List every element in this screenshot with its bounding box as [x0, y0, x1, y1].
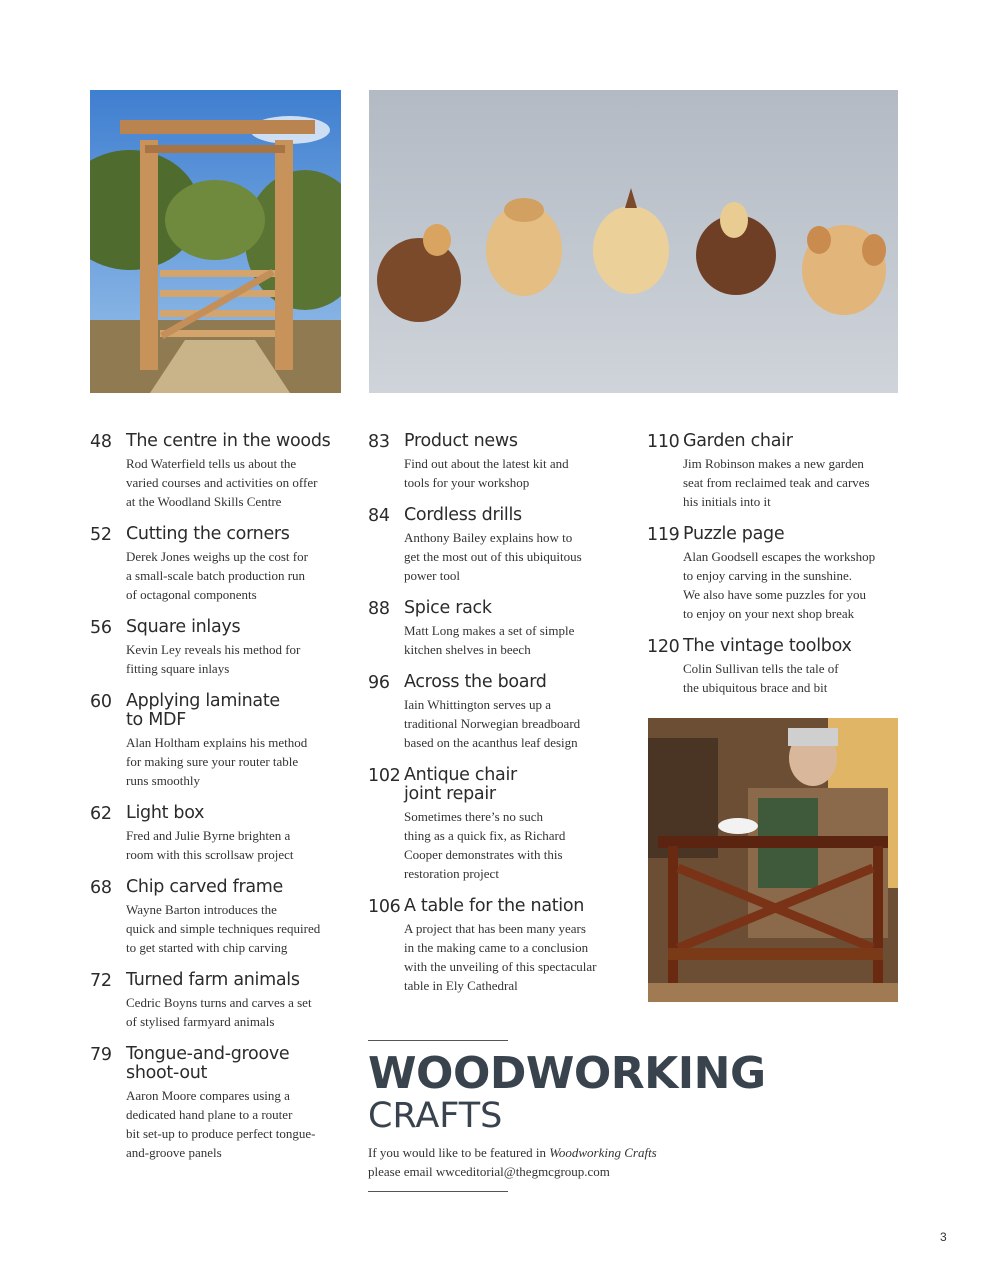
- note-email-line[interactable]: please email wwceditorial@thegmcgroup.com: [368, 1164, 610, 1179]
- contents-column-2: [368, 432, 630, 1009]
- entry-body: [404, 766, 630, 883]
- entry-title: A table for the nation: [404, 896, 585, 916]
- entry-page-number: 110: [647, 432, 680, 452]
- entry-page-number: 52: [90, 525, 112, 545]
- entry-body: [404, 599, 630, 659]
- entry-title: Spice rack: [404, 598, 492, 618]
- entry-body: [126, 804, 352, 864]
- entry-description: Iain Whittington serves up a traditional Norwegian breadboard based on the acanthus leaf design: [404, 697, 581, 750]
- entry-title: Cutting the corners: [126, 524, 290, 544]
- submission-note: [368, 1143, 728, 1181]
- contents-column-1: [90, 432, 352, 1176]
- entry-title: Garden chair: [683, 431, 793, 451]
- entry-page-number: 62: [90, 804, 112, 824]
- craftsman-polishing-toolbox-photo: [648, 718, 898, 1002]
- brand-wordmark-bottom: CRAFTS: [368, 1096, 503, 1136]
- entry-body: [126, 525, 352, 604]
- entry-page-number: 88: [368, 599, 390, 619]
- entry-body: [126, 1045, 352, 1162]
- entry-title: Product news: [404, 431, 518, 451]
- entry-description: Alan Holtham explains his method for making sure your router table runs smoothly: [126, 735, 308, 788]
- contents-entry[interactable]: [90, 618, 352, 678]
- entry-title: Across the board: [404, 672, 547, 692]
- entry-description: Colin Sullivan tells the tale of the ubiquitous brace and bit: [683, 661, 839, 695]
- contents-entry[interactable]: [90, 878, 352, 957]
- entry-page-number: 119: [647, 525, 680, 545]
- entry-description: Find out about the latest kit and tools for your workshop: [404, 456, 569, 490]
- contents-entry[interactable]: [90, 1045, 352, 1162]
- entry-page-number: 106: [368, 897, 401, 917]
- entry-body: [404, 673, 630, 752]
- entry-body: [126, 878, 352, 957]
- entry-title: The centre in the woods: [126, 431, 331, 451]
- entry-description: A project that has been many years in the making came to a conclusion with the unveiling of this spectacular table in Ely Cathedral: [404, 921, 597, 993]
- entry-description: Wayne Barton introduces the quick and simple techniques required to get started with chip carving: [126, 902, 321, 955]
- entry-body: [126, 432, 352, 511]
- contents-entry[interactable]: [90, 971, 352, 1031]
- entry-title: Square inlays: [126, 617, 241, 637]
- entry-title: Chip carved frame: [126, 877, 283, 897]
- entry-page-number: 102: [368, 766, 401, 786]
- contents-entry[interactable]: [647, 637, 909, 697]
- entry-page-number: 60: [90, 692, 112, 712]
- entry-page-number: 79: [90, 1045, 112, 1065]
- divider: [368, 1040, 508, 1041]
- entry-page-number: 56: [90, 618, 112, 638]
- entry-description: Cedric Boyns turns and carves a set of stylised farmyard animals: [126, 995, 312, 1029]
- page-number: 3: [940, 1230, 947, 1244]
- entry-title: The vintage toolbox: [683, 636, 852, 656]
- entry-page-number: 68: [90, 878, 112, 898]
- contents-entry[interactable]: [368, 766, 630, 883]
- entry-page-number: 48: [90, 432, 112, 452]
- contents-column-3: [647, 432, 909, 711]
- entry-body: [683, 525, 909, 623]
- entry-title: Turned farm animals: [126, 970, 300, 990]
- contents-entry[interactable]: [368, 506, 630, 585]
- contents-entry[interactable]: [647, 432, 909, 511]
- entry-description: Sometimes there’s no such thing as a quick fix, as Richard Cooper demonstrates with this restoration project: [404, 809, 566, 881]
- entry-description: Aaron Moore compares using a dedicated hand plane to a router bit set-up to produce perfect tongue- and-groove panels: [126, 1088, 316, 1160]
- entry-body: [404, 897, 630, 995]
- contents-entry[interactable]: [368, 599, 630, 659]
- entry-body: [126, 971, 352, 1031]
- contents-entry[interactable]: [90, 432, 352, 511]
- entry-description: Fred and Julie Byrne brighten a room with this scrollsaw project: [126, 828, 294, 862]
- entry-title: Cordless drills: [404, 505, 522, 525]
- entry-body: [683, 432, 909, 511]
- contents-entry[interactable]: [90, 525, 352, 604]
- entry-description: Jim Robinson makes a new garden seat from reclaimed teak and carves his initials into it: [683, 456, 870, 509]
- masthead: [368, 1040, 766, 1192]
- entry-title: Applying laminate to MDF: [126, 691, 280, 730]
- entry-page-number: 96: [368, 673, 390, 693]
- note-magazine-name: Woodworking Crafts: [549, 1145, 657, 1160]
- entry-body: [404, 432, 630, 492]
- entry-title: Tongue-and-groove shoot-out: [126, 1044, 290, 1083]
- entry-description: Kevin Ley reveals his method for fitting square inlays: [126, 642, 301, 676]
- entry-title: Light box: [126, 803, 205, 823]
- entry-page-number: 72: [90, 971, 112, 991]
- note-prefix: If you would like to be featured in: [368, 1145, 550, 1160]
- entry-title: Puzzle page: [683, 524, 785, 544]
- entry-body: [683, 637, 909, 697]
- entry-title: Antique chair joint repair: [404, 765, 517, 804]
- entry-body: [126, 618, 352, 678]
- entry-description: Matt Long makes a set of simple kitchen shelves in beech: [404, 623, 575, 657]
- entry-description: Alan Goodsell escapes the workshop to enjoy carving in the sunshine. We also have some puzzles for you to enjoy on your next shop break: [683, 549, 876, 621]
- divider: [368, 1191, 508, 1192]
- wooden-gate-photo: [90, 90, 341, 393]
- brand-wordmark-top: WOODWORKING: [368, 1048, 766, 1099]
- contents-entry[interactable]: [368, 673, 630, 752]
- contents-entry[interactable]: [90, 692, 352, 790]
- entry-description: Anthony Bailey explains how to get the most out of this ubiquitous power tool: [404, 530, 582, 583]
- entry-page-number: 84: [368, 506, 390, 526]
- turned-farm-animals-photo: [369, 90, 898, 393]
- contents-entry[interactable]: [368, 432, 630, 492]
- entry-page-number: 83: [368, 432, 390, 452]
- contents-entry[interactable]: [647, 525, 909, 623]
- entry-page-number: 120: [647, 637, 680, 657]
- entry-body: [126, 692, 352, 790]
- contents-entry[interactable]: [90, 804, 352, 864]
- entry-description: Derek Jones weighs up the cost for a small-scale batch production run of octagonal components: [126, 549, 308, 602]
- entry-description: Rod Waterfield tells us about the varied courses and activities on offer at the Woodland Skills Centre: [126, 456, 318, 509]
- contents-entry[interactable]: [368, 897, 630, 995]
- entry-body: [404, 506, 630, 585]
